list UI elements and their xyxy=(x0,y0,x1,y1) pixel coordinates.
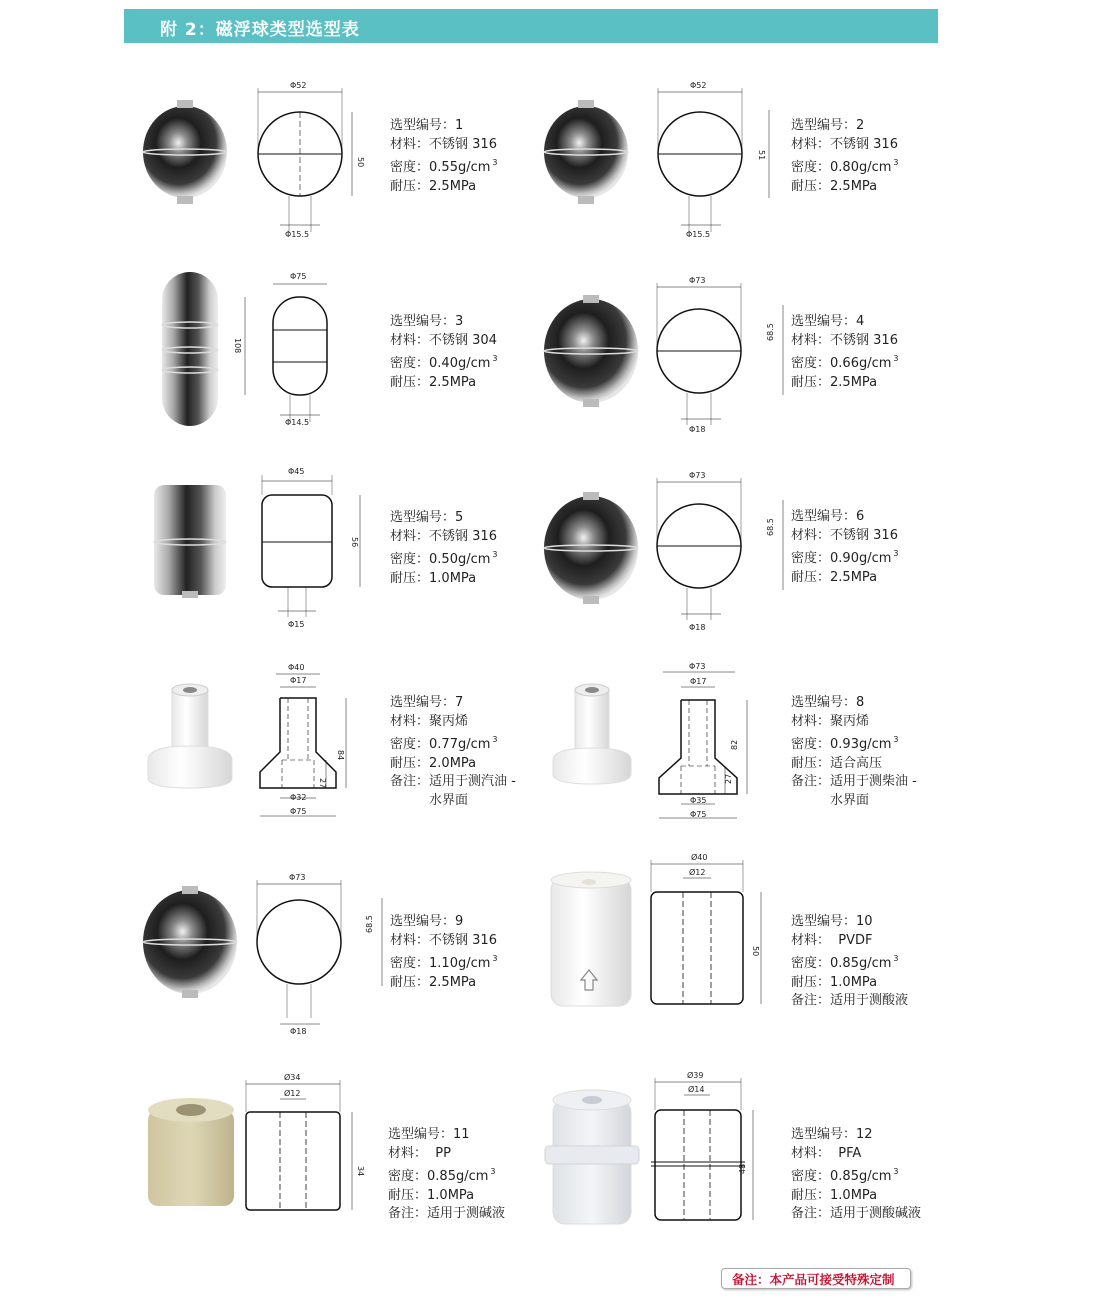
density-value: 0.40g/cm xyxy=(429,356,491,371)
density-label: 密度： xyxy=(791,1169,831,1184)
density-superscript: 3 xyxy=(492,550,498,559)
remark-label: 备注： xyxy=(388,1206,428,1221)
dim-height: 50 xyxy=(356,157,365,168)
page-title: 附 2：磁浮球类型选型表 xyxy=(160,20,360,40)
pressure-label: 耐压： xyxy=(791,374,831,390)
dim-base-height: 27 xyxy=(318,778,327,789)
remark-value: 适用于测酸碱液 xyxy=(830,1206,922,1221)
spec-block xyxy=(390,117,498,196)
dim-stem: Φ15 xyxy=(288,620,305,629)
dim-height: 48 xyxy=(738,1163,747,1174)
pressure-value: 2.0MPa xyxy=(429,755,477,771)
pressure-value: 1.0MPa xyxy=(830,1187,878,1203)
code-label: 选型编号： xyxy=(390,314,456,329)
code-value: 8 xyxy=(856,695,865,710)
pressure-value: 适合高压 xyxy=(830,755,883,771)
code-value: 6 xyxy=(856,509,865,524)
dim-diameter: Φ73 xyxy=(289,873,306,882)
material-value: 不锈钢 316 xyxy=(429,528,497,544)
material-value: 不锈钢 316 xyxy=(429,136,497,152)
dim-height: 34 xyxy=(356,1166,365,1177)
code-value: 11 xyxy=(453,1127,470,1142)
density-label: 密度： xyxy=(390,956,430,971)
dim-height: 51 xyxy=(757,150,766,161)
pressure-value: 2.5MPa xyxy=(429,374,477,390)
material-value: 不锈钢 316 xyxy=(830,527,898,543)
pressure-label: 耐压： xyxy=(390,178,430,194)
remark-value: 适用于测汽油 - xyxy=(429,774,516,789)
dim-height: 84 xyxy=(336,750,345,761)
dimension-drawing xyxy=(541,660,1001,830)
material-value: PFA xyxy=(838,1145,862,1161)
code-label: 选型编号： xyxy=(791,695,857,710)
pressure-label: 耐压： xyxy=(791,755,831,771)
code-value: 4 xyxy=(856,314,865,329)
float-item-11 xyxy=(140,1070,600,1270)
pressure-value: 2.5MPa xyxy=(830,374,878,390)
material-value: 聚丙烯 xyxy=(830,713,870,729)
material-label: 材料： xyxy=(388,1145,428,1161)
spec-block xyxy=(791,117,899,196)
density-value: 0.55g/cm xyxy=(429,160,491,175)
float-item-5 xyxy=(140,465,600,665)
float-item-9 xyxy=(140,870,600,1070)
dimension-drawing xyxy=(140,80,600,250)
float-item-10 xyxy=(541,850,1001,1050)
density-label: 密度： xyxy=(390,160,430,175)
remark-label: 备注： xyxy=(791,993,831,1008)
dim-diameter: Ø40 xyxy=(691,853,708,862)
code-value: 3 xyxy=(455,314,464,329)
float-item-6 xyxy=(541,470,1001,670)
pressure-label: 耐压： xyxy=(390,374,430,390)
pressure-label: 耐压： xyxy=(390,755,430,771)
pressure-label: 耐压： xyxy=(791,974,831,990)
density-label: 密度： xyxy=(390,737,430,752)
pressure-value: 1.0MPa xyxy=(429,570,477,586)
remark-label: 备注： xyxy=(791,774,831,789)
dim-inner: Φ17 xyxy=(690,677,707,686)
spec-block xyxy=(390,313,498,392)
dim-base: Φ75 xyxy=(690,810,707,819)
pressure-label: 耐压： xyxy=(791,1187,831,1203)
pressure-value: 2.5MPa xyxy=(429,178,477,194)
dim-inner: Φ17 xyxy=(290,676,307,685)
remark-value: 适用于测碱液 xyxy=(427,1206,506,1221)
code-label: 选型编号： xyxy=(791,314,857,329)
density-value: 0.77g/cm xyxy=(429,737,491,752)
material-value: 不锈钢 316 xyxy=(830,332,898,348)
density-value: 0.50g/cm xyxy=(429,552,491,567)
material-label: 材料： xyxy=(390,528,430,544)
code-label: 选型编号： xyxy=(791,509,857,524)
dimension-drawing xyxy=(541,1070,1001,1240)
spec-block xyxy=(791,913,908,1011)
spec-block xyxy=(791,508,899,587)
dim-height: 56 xyxy=(350,537,359,548)
code-value: 7 xyxy=(455,695,464,710)
dim-stem: Φ18 xyxy=(290,1027,307,1036)
pressure-label: 耐压： xyxy=(390,570,430,586)
float-item-12 xyxy=(541,1070,1001,1270)
density-label: 密度： xyxy=(791,160,831,175)
dim-diameter: Φ73 xyxy=(689,276,706,285)
remark-value: 适用于测酸液 xyxy=(830,993,909,1008)
dim-height: 50 xyxy=(751,946,760,957)
dim-outer-top: Φ40 xyxy=(288,663,305,672)
material-value: 不锈钢 316 xyxy=(830,136,898,152)
code-label: 选型编号： xyxy=(388,1127,454,1142)
dim-diameter: Φ75 xyxy=(290,272,307,281)
code-label: 选型编号： xyxy=(390,510,456,525)
dim-diameter: Φ52 xyxy=(290,81,307,90)
spec-block xyxy=(791,694,917,810)
float-item-4 xyxy=(541,275,1001,475)
material-label: 材料： xyxy=(390,136,430,152)
material-label: 材料： xyxy=(390,713,430,729)
custom-order-note xyxy=(721,1268,911,1289)
material-label: 材料： xyxy=(791,136,831,152)
dim-inner: Ø14 xyxy=(688,1085,705,1094)
dim-height: 82 xyxy=(730,739,739,750)
code-label: 选型编号： xyxy=(791,914,857,929)
pressure-value: 2.5MPa xyxy=(429,974,477,990)
pressure-label: 耐压： xyxy=(390,974,430,990)
material-value: PVDF xyxy=(838,932,873,948)
pressure-value: 2.5MPa xyxy=(830,569,878,585)
dim-inner-base: Φ32 xyxy=(290,793,307,802)
material-label: 材料： xyxy=(390,332,430,348)
density-superscript: 3 xyxy=(893,549,899,558)
spec-block xyxy=(791,313,899,392)
pressure-value: 1.0MPa xyxy=(427,1187,475,1203)
spec-block xyxy=(390,913,498,992)
float-item-8 xyxy=(541,660,1001,860)
dimension-drawing xyxy=(140,465,600,635)
pressure-value: 2.5MPa xyxy=(830,178,878,194)
material-label: 材料： xyxy=(791,1145,831,1161)
dim-stem: Φ18 xyxy=(689,425,706,434)
density-superscript: 3 xyxy=(893,735,899,744)
density-label: 密度： xyxy=(388,1169,428,1184)
spec-block xyxy=(390,694,516,810)
density-superscript: 3 xyxy=(492,954,498,963)
remark-continued: 水界面 xyxy=(429,792,469,808)
pressure-label: 耐压： xyxy=(388,1187,428,1203)
material-label: 材料： xyxy=(390,932,430,948)
float-item-1 xyxy=(140,80,600,280)
dim-stem: Φ14.5 xyxy=(285,418,310,427)
density-value: 0.80g/cm xyxy=(830,160,892,175)
custom-order-note-text: 备注：本产品可接受特殊定制 xyxy=(732,1272,895,1287)
dim-inner: Ø12 xyxy=(689,868,706,877)
density-label: 密度： xyxy=(791,551,831,566)
density-label: 密度： xyxy=(791,737,831,752)
dim-diameter: Ø39 xyxy=(687,1071,704,1080)
float-item-3 xyxy=(140,270,600,470)
material-label: 材料： xyxy=(791,332,831,348)
dim-inner-base: Φ35 xyxy=(690,796,707,805)
spec-block xyxy=(791,1126,921,1224)
density-superscript: 3 xyxy=(893,954,899,963)
code-label: 选型编号： xyxy=(791,118,857,133)
page-header xyxy=(124,9,938,43)
density-superscript: 3 xyxy=(893,158,899,167)
code-value: 5 xyxy=(455,510,464,525)
density-label: 密度： xyxy=(390,552,430,567)
float-item-7 xyxy=(140,660,600,860)
dim-diameter: Ø34 xyxy=(284,1073,301,1082)
code-label: 选型编号： xyxy=(390,695,456,710)
dimension-drawing xyxy=(541,850,1001,1020)
dim-outer-top: Φ73 xyxy=(689,662,706,671)
code-label: 选型编号： xyxy=(791,1127,857,1142)
dim-inner: Ø12 xyxy=(284,1089,301,1098)
code-label: 选型编号： xyxy=(390,118,456,133)
density-value: 0.85g/cm xyxy=(830,956,892,971)
density-value: 0.85g/cm xyxy=(427,1169,489,1184)
density-label: 密度： xyxy=(390,356,430,371)
density-superscript: 3 xyxy=(492,158,498,167)
material-value: PP xyxy=(435,1145,451,1161)
dimension-drawing xyxy=(541,470,1001,640)
density-value: 0.93g/cm xyxy=(830,737,892,752)
density-superscript: 3 xyxy=(893,354,899,363)
dim-stem: Φ15.5 xyxy=(285,230,310,239)
density-value: 1.10g/cm xyxy=(429,956,491,971)
density-value: 0.66g/cm xyxy=(830,356,892,371)
material-value: 不锈钢 316 xyxy=(429,932,497,948)
dimension-drawing xyxy=(140,870,600,1040)
float-item-2 xyxy=(541,80,1001,280)
density-label: 密度： xyxy=(791,356,831,371)
density-value: 0.85g/cm xyxy=(830,1169,892,1184)
code-value: 10 xyxy=(856,914,873,929)
dim-height: 68.5 xyxy=(766,518,775,536)
code-value: 1 xyxy=(455,118,464,133)
dimension-drawing xyxy=(541,80,1001,250)
remark-value: 适用于测柴油 - xyxy=(830,774,917,789)
code-label: 选型编号： xyxy=(390,914,456,929)
density-superscript: 3 xyxy=(492,735,498,744)
code-value: 2 xyxy=(856,118,865,133)
code-value: 12 xyxy=(856,1127,873,1142)
dimension-drawing xyxy=(140,270,600,440)
dim-diameter: Φ52 xyxy=(690,81,707,90)
material-value: 不锈钢 304 xyxy=(429,332,497,348)
spec-block xyxy=(388,1126,505,1224)
remark-continued: 水界面 xyxy=(830,792,870,808)
material-label: 材料： xyxy=(791,932,831,948)
dimension-drawing xyxy=(140,1070,600,1240)
remark-label: 备注： xyxy=(390,774,430,789)
dimension-drawing xyxy=(541,275,1001,445)
dim-height: 108 xyxy=(233,338,242,354)
dim-diameter: Φ45 xyxy=(288,467,305,476)
spec-block xyxy=(390,509,498,588)
density-superscript: 3 xyxy=(490,1167,496,1176)
dim-base: Φ75 xyxy=(290,807,307,816)
material-value: 聚丙烯 xyxy=(429,713,469,729)
material-label: 材料： xyxy=(791,527,831,543)
dim-diameter: Φ73 xyxy=(689,471,706,480)
dim-stem: Φ15.5 xyxy=(686,230,711,239)
density-value: 0.90g/cm xyxy=(830,551,892,566)
density-label: 密度： xyxy=(791,956,831,971)
density-superscript: 3 xyxy=(893,1167,899,1176)
dim-base-height: 27 xyxy=(724,773,733,784)
dim-height: 68.5 xyxy=(766,323,775,341)
remark-label: 备注： xyxy=(791,1206,831,1221)
pressure-value: 1.0MPa xyxy=(830,974,878,990)
dimension-drawing xyxy=(140,660,600,830)
density-superscript: 3 xyxy=(492,354,498,363)
code-value: 9 xyxy=(455,914,464,929)
dim-height: 68.5 xyxy=(365,915,374,933)
dim-stem: Φ18 xyxy=(689,623,706,632)
pressure-label: 耐压： xyxy=(791,178,831,194)
material-label: 材料： xyxy=(791,713,831,729)
pressure-label: 耐压： xyxy=(791,569,831,585)
